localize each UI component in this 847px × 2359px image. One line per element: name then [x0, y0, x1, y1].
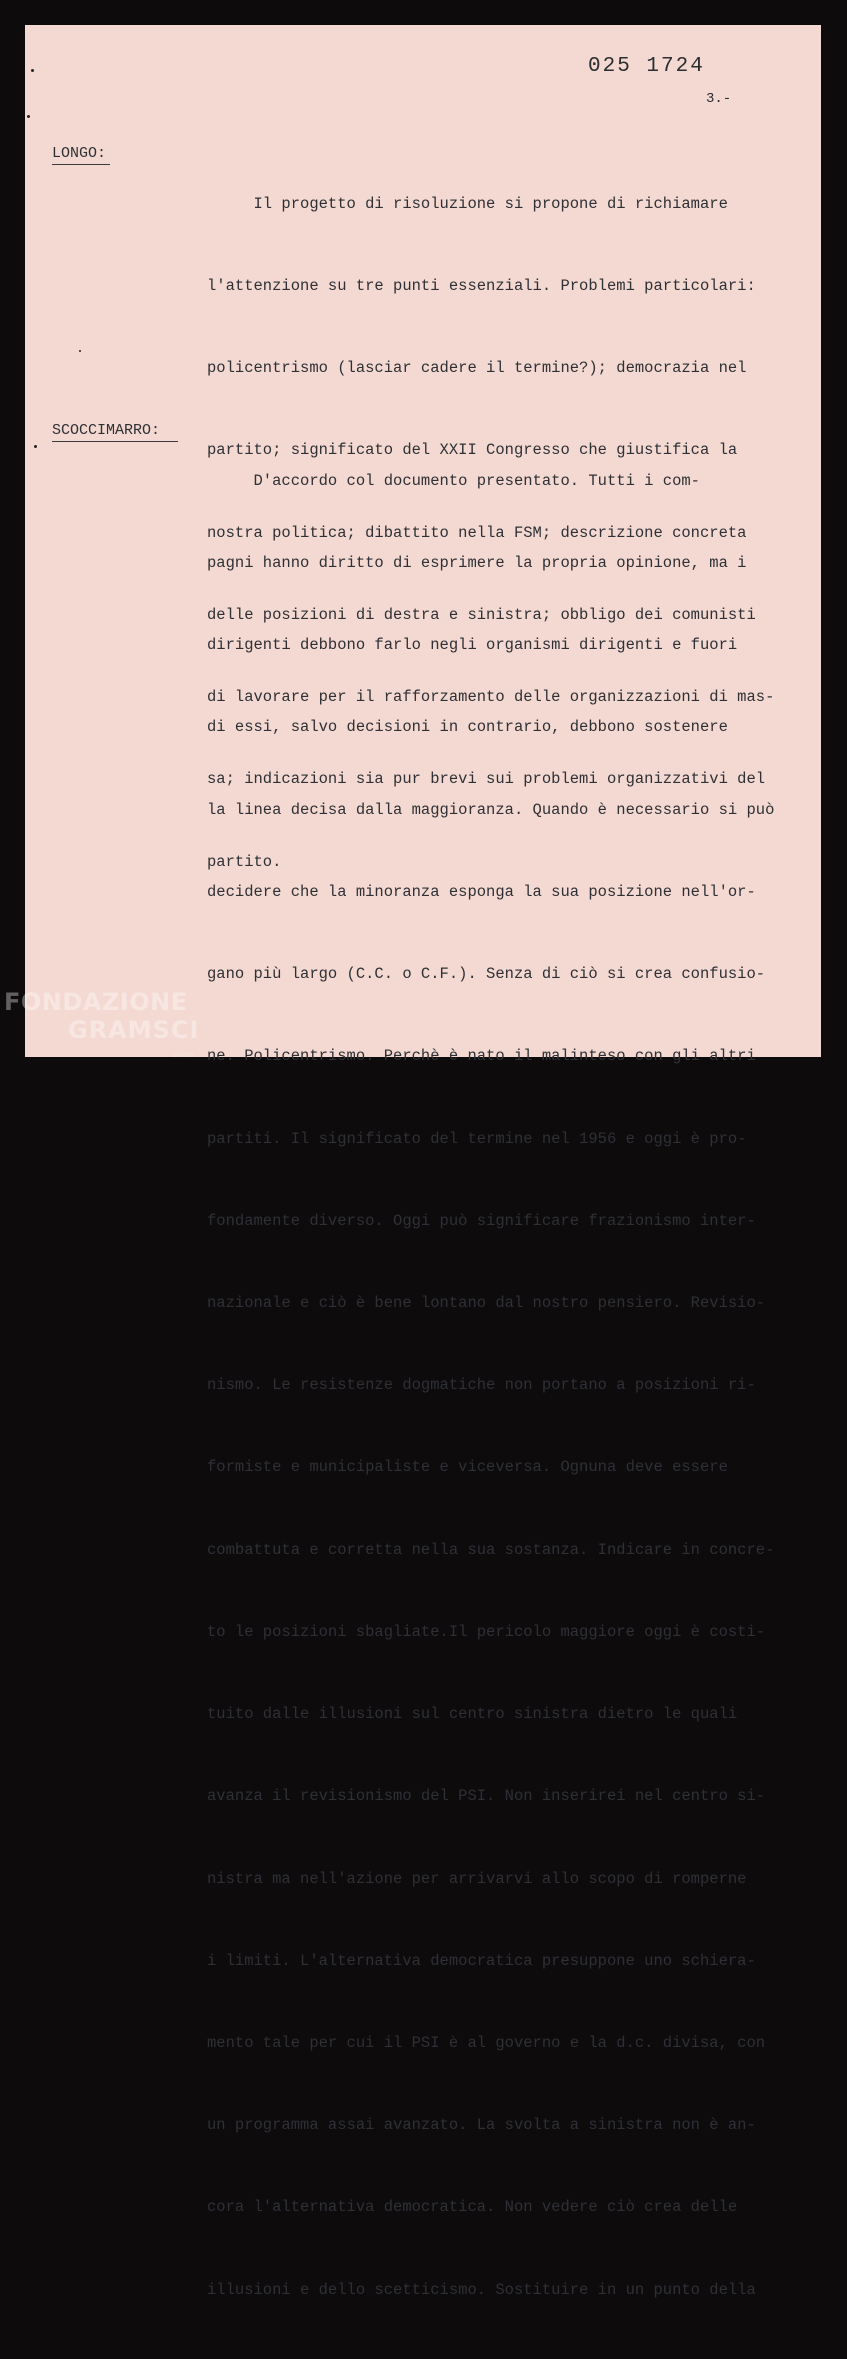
text-line: sa; indicazioni sia pur brevi sui problemi organizzativi del: [207, 770, 766, 789]
text-line: avanza il revisionismo del PSI. Non inserirei nel centro si-: [207, 1787, 766, 1806]
text-line: nazionale e ciò è bene lontano dal nostro pensiero. Revisio-: [207, 1294, 766, 1312]
text-line: decidere che la minoranza esponga la sua posizione nell'or-: [207, 882, 756, 901]
text-line: D'accordo col documento presentato. Tutti i com-: [207, 471, 700, 490]
text-line: formiste e municipaliste e viceversa. Ognuna deve essere: [207, 1458, 728, 1477]
watermark-line2: GRAMSCI: [68, 1016, 200, 1044]
speaker-label-longo: LONGO:: [52, 145, 110, 165]
text-line: partiti. Il significato del termine nel 1956 e oggi è pro-: [207, 1129, 747, 1148]
text-line: cora l'alternativa democratica. Non vedere ciò crea delle: [207, 2198, 738, 2217]
text-line: delle posizioni di destra e sinistra; obbligo dei comunisti: [207, 605, 756, 624]
paper-speck: [79, 350, 81, 352]
text-line: illusioni e dello scetticismo. Sostituire in un punto della: [207, 2280, 756, 2299]
text-line: fondamente diverso. Oggi può significare frazionismo inter-: [207, 1211, 756, 1230]
text-line: mento tale per cui il PSI è al governo e la d.c. divisa, con: [207, 2033, 766, 2052]
watermark-line1: FONDAZIONE: [4, 988, 188, 1016]
text-line: gano più largo (C.C. o C.F.). Senza di ciò si crea confusio-: [207, 965, 766, 984]
paper-speck: [27, 115, 30, 118]
document-page: [25, 25, 821, 2299]
text-line: un programma assai avanzato. La svolta a sinistra non è an-: [207, 2116, 756, 2135]
text-line: Il progetto di risoluzione si propone di richiamare: [207, 194, 728, 213]
speech-paragraph-scoccimarro: [207, 413, 807, 2359]
text-line: la linea decisa dalla maggioranza. Quando è necessario si può: [207, 800, 775, 819]
text-line: nostra politica; dibattito nella FSM; descrizione concreta: [207, 523, 747, 542]
text-line: pagni hanno diritto di esprimere la propria opinione, ma i: [207, 554, 747, 573]
text-line: i limiti. L'alternativa democratica presuppone uno schiera-: [207, 1951, 756, 1970]
text-line: tuito dalle illusioni sul centro sinistra dietro le quali: [207, 1705, 738, 1724]
text-line: ne. Policentrismo. Perchè è nato il malinteso con gli altri: [207, 1047, 756, 1066]
text-line: policentrismo (lasciar cadere il termine?); democrazia nel: [207, 359, 747, 378]
page-number: 3.-: [706, 91, 732, 107]
text-line: di essi, salvo decisioni in contrario, debbono sostenere: [207, 718, 728, 737]
text-line: di lavorare per il rafforzamento delle organizzazioni di mas-: [207, 688, 775, 707]
archive-number: 025 1724: [588, 55, 705, 78]
fondazione-gramsci-watermark: [4, 988, 199, 1044]
text-line: nismo. Le resistenze dogmatiche non portano a posizioni ri-: [207, 1376, 756, 1395]
speaker-label-scoccimarro: SCOCCIMARRO:: [52, 422, 178, 442]
text-line: nistra ma nell'azione per arrivarvi allo scopo di romperne: [207, 1869, 747, 1888]
watermark-subtitle: onlus: [172, 1050, 194, 1059]
paper-speck: [31, 69, 34, 72]
text-line: partito; significato del XXII Congresso che giustifica la: [207, 441, 738, 460]
text-line: combattuta e corretta nella sua sostanza. Indicare in concre-: [207, 1540, 775, 1559]
text-line: dirigenti debbono farlo negli organismi dirigenti e fuori: [207, 636, 738, 655]
text-line: to le posizioni sbagliate.Il pericolo maggiore oggi è costi-: [207, 1622, 766, 1641]
text-line: partito.: [207, 852, 282, 871]
text-line: l'attenzione su tre punti essenziali. Problemi particolari:: [207, 277, 756, 296]
paper-speck: [34, 445, 37, 448]
